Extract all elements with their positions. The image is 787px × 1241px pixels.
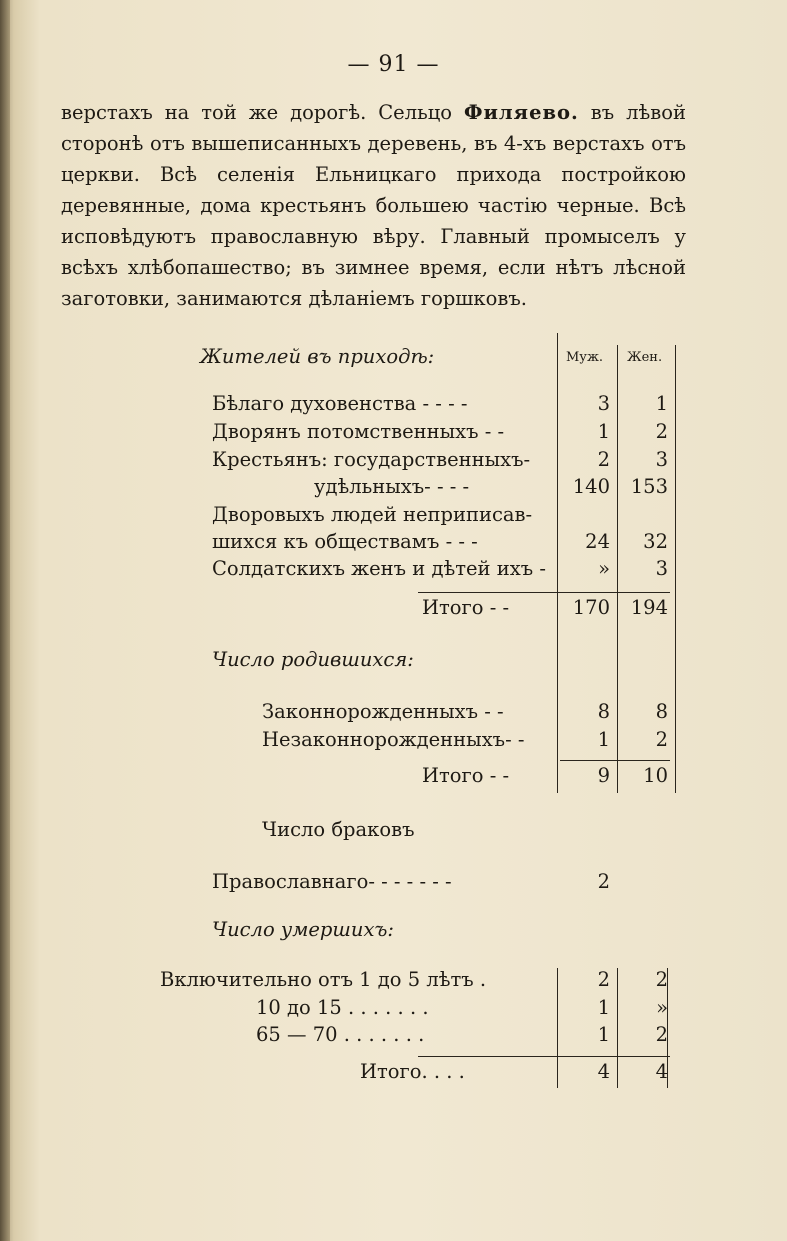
row-label: 65 — 70 . . . . . . .: [256, 1023, 425, 1046]
table-row: [0, 530, 787, 560]
male-count: 2: [597, 448, 610, 471]
births-heading: Число родившихся:: [212, 648, 414, 671]
table-row: [0, 700, 787, 730]
row-label: Включительно отъ 1 до 5 лѣтъ .: [160, 968, 487, 991]
residents-heading: Жителей въ приходѣ:: [200, 345, 435, 368]
male-count: 1: [597, 420, 610, 443]
male-count: 24: [585, 530, 610, 553]
female-count: 3: [655, 448, 668, 471]
row-label: удѣльныхъ- - - -: [314, 475, 470, 498]
row-label: Дворянъ потомственныхъ - -: [212, 420, 505, 443]
male-count: 1: [597, 996, 610, 1019]
female-count: 2: [655, 728, 668, 751]
male-count: 2: [597, 968, 610, 991]
table-row: [0, 968, 787, 998]
total-label: Итого. . . .: [360, 1060, 465, 1083]
male-total: 170: [572, 596, 610, 619]
deaths-heading: Число умершихъ:: [212, 918, 395, 941]
table-row: [0, 475, 787, 505]
row-label: Законнорожденныхъ - -: [262, 700, 504, 723]
female-total: 194: [630, 596, 668, 619]
table-row: [0, 1023, 787, 1053]
male-count: 1: [597, 1023, 610, 1046]
row-label: Дворовыхъ людей неприписав-: [212, 503, 533, 526]
female-count: »: [656, 996, 668, 1019]
female-count: 2: [655, 1023, 668, 1046]
table-row: [0, 728, 787, 758]
table-row: [0, 448, 787, 478]
row-label: Незаконнорожденныхъ- -: [262, 728, 525, 751]
residents-total-rule: [418, 592, 670, 593]
female-count: 2: [655, 968, 668, 991]
female-count: 1: [655, 392, 668, 415]
col-male-header: Муж.: [566, 350, 604, 365]
table-row: [0, 420, 787, 450]
row-label: шихся къ обществамъ - - -: [212, 530, 478, 553]
col-female-header: Жен.: [627, 350, 663, 365]
row-label: Солдатскихъ женъ и дѣтей ихъ -: [212, 557, 546, 580]
male-count: 1: [597, 728, 610, 751]
total-label: Итого - -: [422, 764, 510, 787]
male-count: 140: [572, 475, 610, 498]
table-row: [0, 503, 787, 533]
village-name: Филяево.: [463, 101, 579, 124]
female-count: 8: [655, 700, 668, 723]
births-total-rule: [560, 760, 670, 761]
female-count: 3: [655, 557, 668, 580]
row-label: Православнаго- - - - - - -: [212, 870, 452, 893]
marriages-heading: Число браковъ: [262, 818, 415, 841]
row-label: 10 до 15 . . . . . . .: [256, 996, 429, 1019]
table-row: [0, 996, 787, 1026]
marriages-heading-row: [0, 818, 787, 848]
male-count: »: [598, 557, 610, 580]
male-total: 4: [597, 1060, 610, 1083]
female-total: 4: [655, 1060, 668, 1083]
male-count: 3: [597, 392, 610, 415]
births-total-row: [0, 764, 787, 794]
table-row: [0, 557, 787, 587]
prose-part2: въ лѣвой сторонѣ отъ вышеписанныхъ деревень, въ 4-хъ верстахъ отъ церкви. Всѣ селенія Ельницкаго прихода постройкою деревянные, дома крестьянъ большею частію черные. Всѣ исповѣдуютъ православную вѣру. Главный промыселъ у всѣхъ хлѣбопашество; въ зимнее время, если нѣтъ лѣсной заготовки, занимаются дѣланіемъ горшковъ.: [61, 101, 686, 310]
births-heading-row: [0, 648, 787, 678]
female-count: 153: [630, 475, 668, 498]
row-label: Бѣлаго духовенства - - - -: [212, 392, 468, 415]
table-row: [0, 392, 787, 422]
page-number: — 91 —: [347, 52, 440, 77]
deaths-heading-row: [0, 918, 787, 948]
male-count: 8: [597, 700, 610, 723]
deaths-total-row: [0, 1060, 787, 1090]
total-label: Итого - -: [422, 596, 510, 619]
prose-part1: верстахъ на той же дорогѣ. Сельцо: [61, 101, 453, 124]
female-count: 32: [643, 530, 668, 553]
deaths-total-rule: [418, 1056, 670, 1057]
male-total: 9: [597, 764, 610, 787]
residents-total-row: [0, 596, 787, 626]
residents-heading-row: [0, 345, 787, 375]
female-total: 10: [643, 764, 668, 787]
female-count: 2: [655, 420, 668, 443]
row-label: Крестьянъ: государственныхъ-: [212, 448, 531, 471]
table-row: [0, 870, 787, 900]
prose-paragraph: [61, 97, 686, 314]
marriage-count: 2: [597, 870, 610, 893]
